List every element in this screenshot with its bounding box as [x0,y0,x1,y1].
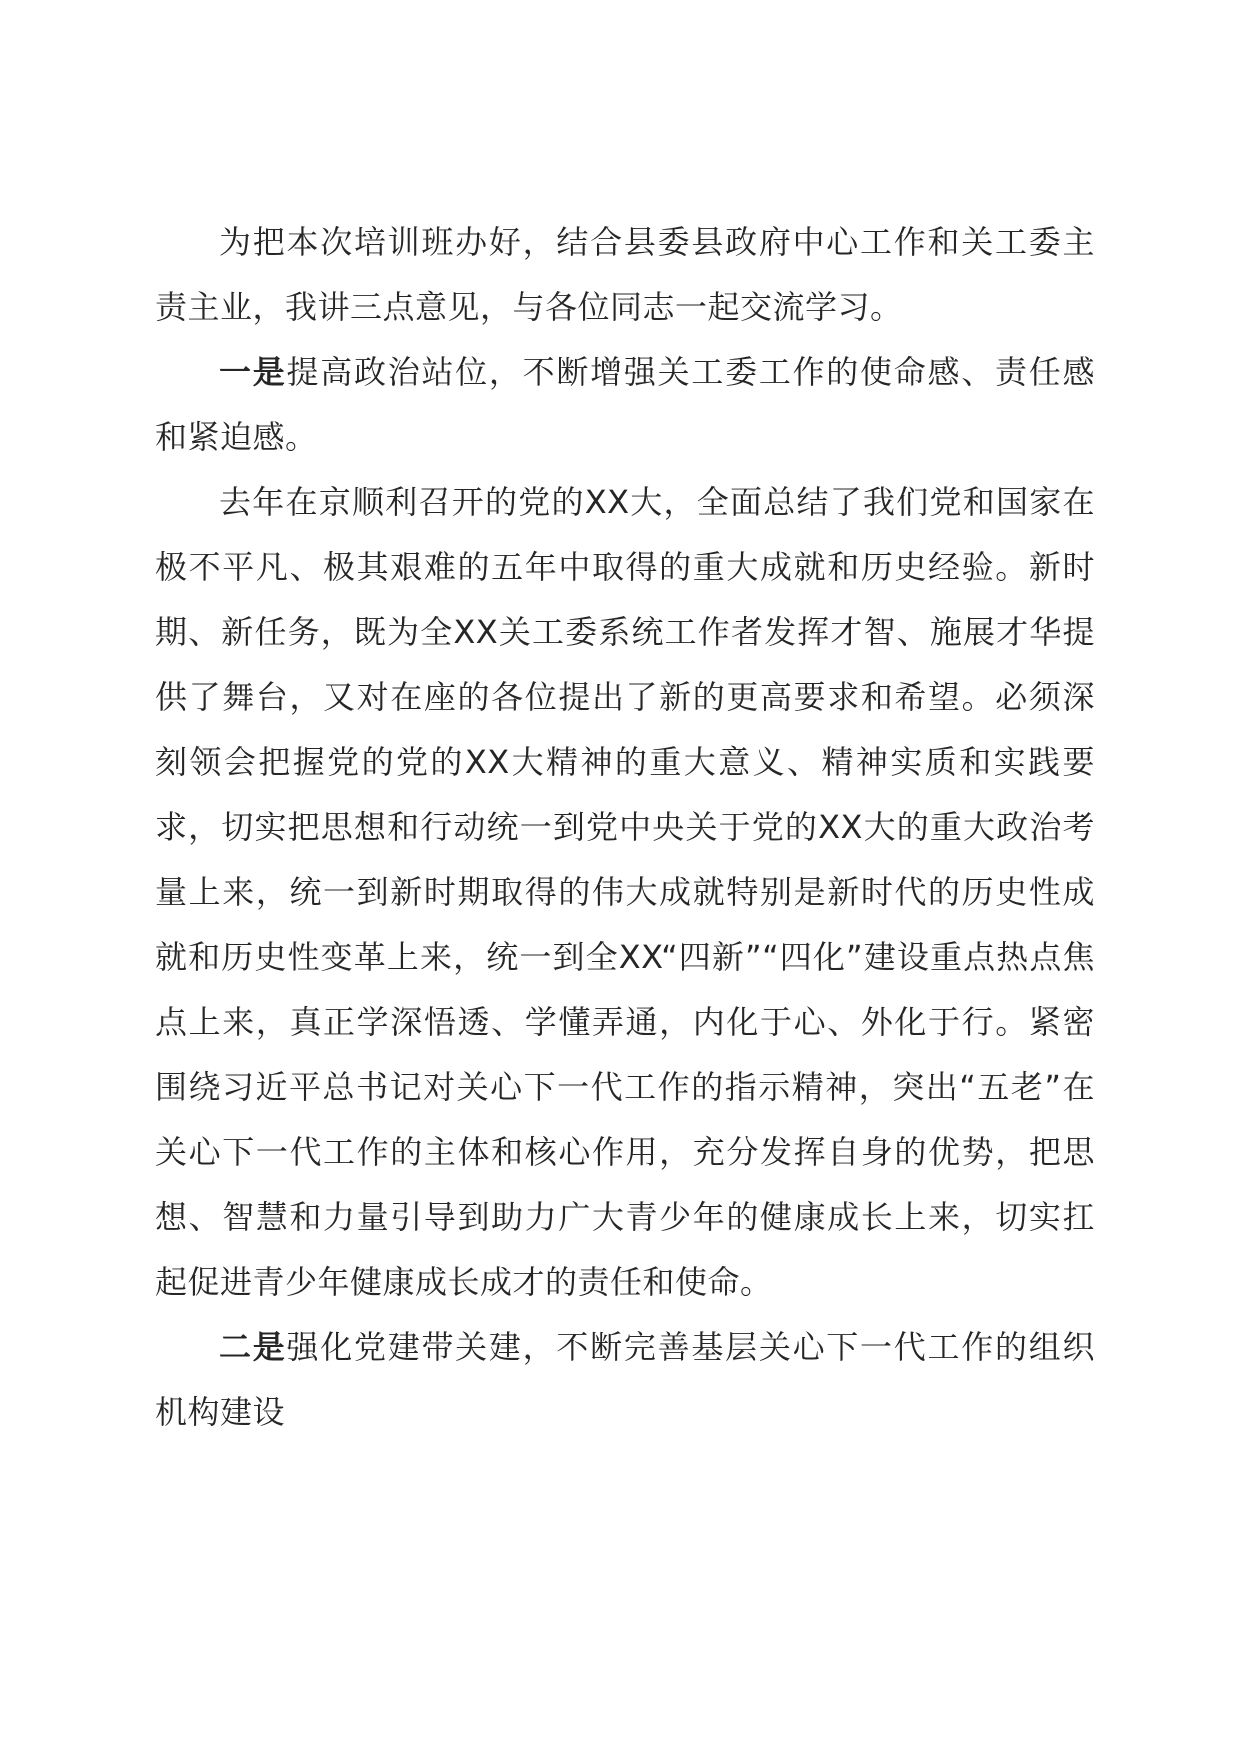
document-body [155,210,1095,1445]
paragraph-point-one-body [155,470,1095,1315]
point-one-heading-text: 提高政治站位，不断增强关工委工作的使命感、责任感和紧迫感。 [155,353,1095,456]
paragraph-point-one-heading [155,340,1095,470]
paragraph-intro [155,210,1095,340]
point-one-lead: 一是 [219,353,287,391]
point-two-heading-text: 强化党建带关建，不断完善基层关心下一代工作的组织机构建设 [155,1328,1095,1431]
paragraph-point-two-heading [155,1315,1095,1445]
paragraph-intro-text: 为把本次培训班办好，结合县委县政府中心工作和关工委主责主业，我讲三点意见，与各位同志一起交流学习。 [155,223,1095,326]
point-two-lead: 二是 [219,1328,287,1366]
point-one-body-text: 去年在京顺利召开的党的XX大，全面总结了我们党和国家在极不平凡、极其艰难的五年中取得的重大成就和历史经验。新时期、新任务，既为全XX关工委系统工作者发挥才智、施展才华提供了舞台，又对在座的各位提出了新的更高要求和希望。必须深刻领会把握党的党的XX大精神的重大意义、精神实质和实践要求，切实把思想和行动统一到党中央关于党的XX大的重大政治考量上来，统一到新时期取得的伟大成就特别是新时代的历史性成就和历史性变革上来，统一到全XX“四新”“四化”建设重点热点焦点上来，真正学深悟透、学懂弄通，内化于心、外化于行。紧密围绕习近平总书记对关心下一代工作的指示精神，突出“五老”在关心下一代工作的主体和核心作用，充分发挥自身的优势，把思想、智慧和力量引导到助力广大青少年的健康成长上来，切实扛起促进青少年健康成长成才的责任和使命。 [155,483,1095,1301]
